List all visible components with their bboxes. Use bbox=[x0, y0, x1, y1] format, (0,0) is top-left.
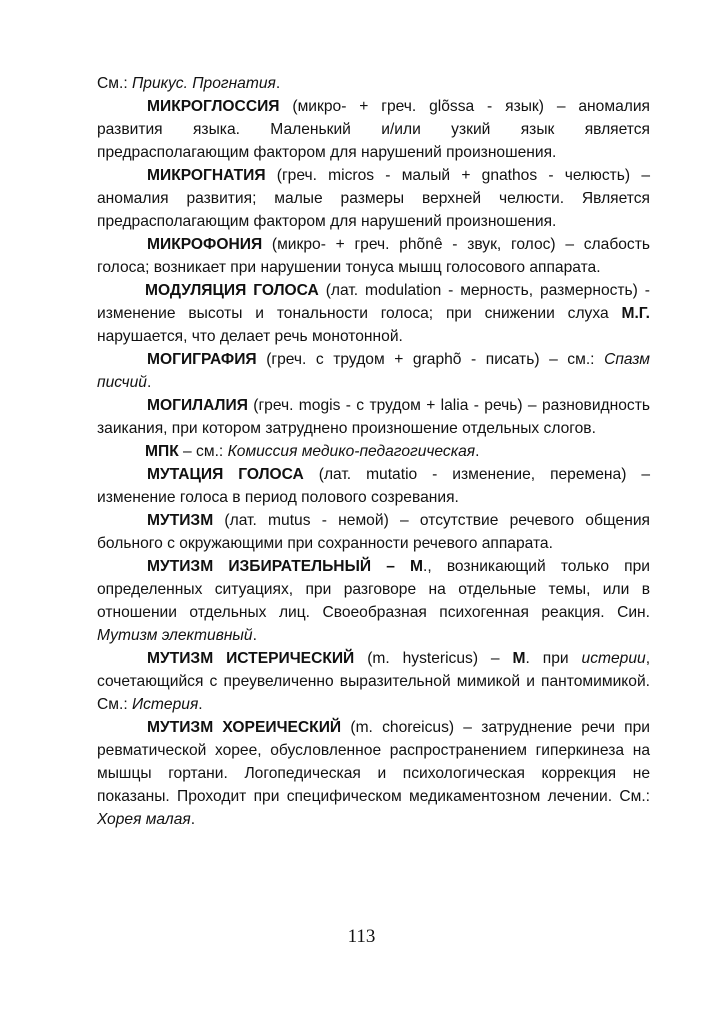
entry-microglossia bbox=[97, 95, 650, 164]
entry-voice-modulation bbox=[97, 279, 650, 348]
definition-text: (лат. modulation - мерность, размерность) - изменение высоты и тональности голоса; при снижении слуха bbox=[97, 282, 650, 322]
definition-text: (микро- + греч. phõnê - звук, голос) – слабость голоса; возникает при нарушении тонуса мышц голосового аппарата. bbox=[97, 236, 650, 276]
term-abbreviation: М.Г. bbox=[621, 305, 650, 322]
cross-reference: истерии bbox=[581, 650, 646, 667]
term-heading: МОДУЛЯЦИЯ ГОЛОСА bbox=[145, 282, 319, 299]
term-heading: МИКРОФОНИЯ bbox=[147, 236, 263, 253]
cross-reference: Прикус. Прогнатия bbox=[131, 75, 276, 92]
definition-text: , сочетающийся с преувеличенно выразительной мимикой и пантомимикой. См.: bbox=[97, 650, 651, 713]
page-number: 113 bbox=[347, 926, 376, 947]
term-dash: – bbox=[371, 558, 411, 575]
definition-text: (микро- + греч. glõssa - язык) – аномалия развития языка. Маленький и/или узкий язык является предрасполагающим фактором для нарушений произношения. bbox=[97, 98, 650, 161]
term-heading: МУТИЗМ ИСТЕРИЧЕСКИЙ bbox=[147, 650, 355, 667]
entry-micrognathia bbox=[97, 164, 650, 233]
entry-mogilalia bbox=[97, 394, 650, 440]
entry-mogigraphia: МОГИГРАФИЯ (греч. с трудом + graphõ - писать) – см.: Спазм писчий. bbox=[97, 351, 650, 391]
term-heading: МУТИЗМ ХОРЕИЧЕСКИЙ bbox=[147, 719, 342, 736]
cross-reference: Спазм писчий bbox=[97, 351, 650, 391]
dictionary-page bbox=[97, 72, 650, 831]
term-heading: МУТИЗМ bbox=[147, 512, 214, 529]
cross-reference: Истерия bbox=[131, 696, 199, 713]
definition-text: – см.: bbox=[178, 443, 228, 460]
definition-text: (греч. mogis - с трудом + lalia - речь) – разновидность заикания, при котором затруднено произношение отдельных слогов. bbox=[97, 397, 650, 437]
term-heading: МУТАЦИЯ ГОЛОСА bbox=[147, 466, 304, 483]
entry-mpk: МПК – см.: Комиссия медико-педагогическая. bbox=[145, 443, 480, 460]
term-heading: МОГИЛАЛИЯ bbox=[147, 397, 248, 414]
term-heading: МОГИГРАФИЯ bbox=[147, 351, 257, 368]
definition-text: (лат. mutatio - изменение, перемена) – изменение голоса в период полового созревания. bbox=[97, 466, 651, 506]
definition-text: (греч. с трудом + graphõ - писать) – см.: bbox=[256, 351, 605, 368]
cross-reference: Комиссия медико-педагогическая bbox=[227, 443, 476, 460]
see-prefix: См.: bbox=[97, 75, 132, 92]
definition-text: (греч. micros - малый + gnathos - челюсть) – аномалия развития; малые размеры верхней челюсти. Является предрасполагающим фактором для нарушений произношения. bbox=[97, 167, 650, 230]
entry-voice-mutation bbox=[97, 463, 650, 509]
definition-text: (m. choreicus) – затруднение речи при ревматической хорее, обусловленное распространением гиперкинеза на мышцы гортани. Логопедическая и психологическая коррекция не показаны. Проходит при специфическом медикаментозном лечении. См.: bbox=[97, 719, 650, 805]
entry-mutism-choreic: МУТИЗМ ХОРЕИЧЕСКИЙ (m. choreicus) – затруднение речи при ревматической хорее, обусловленное распространением гиперкинеза на мышцы гортани. Логопедическая и психологическая коррекция не показаны. Проходит при специфическом медикаментозном лечении. См.: Хорея малая. bbox=[97, 719, 650, 828]
definition-text: (лат. mutus - немой) – отсутствие речевого общения больного с окружающими при сохранности речевого аппарата. bbox=[97, 512, 650, 552]
term-heading: МИКРОГЛОССИЯ bbox=[147, 98, 280, 115]
term-abbreviation: М bbox=[512, 650, 526, 667]
entry-see-prikus: См.: Прикус. Прогнатия. bbox=[97, 75, 281, 92]
term-heading: МУТИЗМ ИЗБИРАТЕЛЬНЫЙ bbox=[147, 558, 372, 575]
definition-text: нарушается, что делает речь монотонной. bbox=[97, 328, 403, 345]
entry-mutism bbox=[97, 509, 650, 555]
definition-text: (m. hystericus) – bbox=[354, 650, 513, 667]
entry-mutism-hysterical: МУТИЗМ ИСТЕРИЧЕСКИЙ (m. hystericus) – М. при истерии, сочетающийся с преувеличенно выразительной мимикой и пантомимикой. См.: Истерия. bbox=[97, 650, 651, 713]
cross-reference: Хорея малая bbox=[97, 811, 191, 828]
cross-reference: Мутизм элективный bbox=[97, 627, 253, 644]
definition-text: . при bbox=[525, 650, 582, 667]
term-abbreviation: М bbox=[410, 558, 424, 575]
term-heading: МПК bbox=[145, 443, 179, 460]
term-heading: МИКРОГНАТИЯ bbox=[147, 167, 266, 184]
entry-microphonia bbox=[97, 233, 650, 279]
definition-text: ., возникающий только при определенных ситуациях, при разговоре на отдельные темы, или в отношении отдельных лиц. Своеобразная психогенная реакция. Син. bbox=[97, 558, 650, 621]
entry-mutism-selective: МУТИЗМ ИЗБИРАТЕЛЬНЫЙ – М., возникающий только при определенных ситуациях, при разговоре на отдельные темы, или в отношении отдельных лиц. Своеобразная психогенная реакция. Син. Мутизм элективный. bbox=[97, 558, 650, 644]
